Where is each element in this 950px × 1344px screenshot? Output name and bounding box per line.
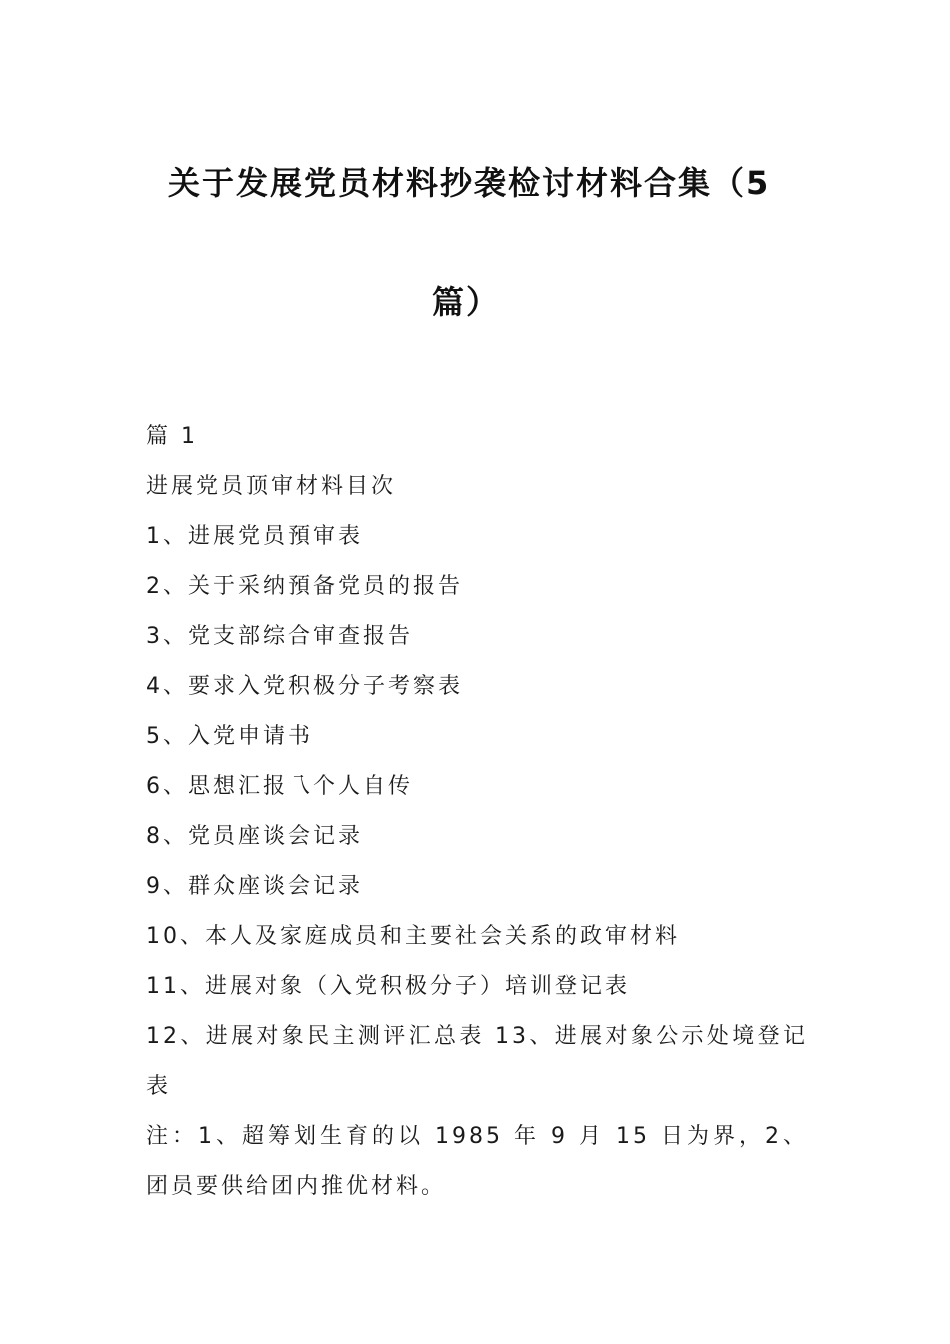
- list-item: 4、要求入党积极分子考察表: [146, 674, 463, 699]
- list-title: 进展党员顶审材料目次: [146, 474, 397, 499]
- list-item: 11、进展对象（入党积极分子）培训登记表: [146, 974, 630, 999]
- document-title-line-1: 关于发展党员材料抄袭检讨材料合集（5: [168, 164, 771, 202]
- list-item: 9、群众座谈会记录: [146, 874, 363, 899]
- list-item: 8、党员座谈会记录: [146, 824, 363, 849]
- list-item: 10、本人及家庭成员和主要社会关系的政审材料: [146, 924, 680, 949]
- list-item: 3、党支部综合审查报告: [146, 624, 413, 649]
- section-heading: 篇 1: [146, 424, 198, 449]
- note-paragraph: 注：1、超筹划生育的以 1985 年 9 月 15 日为界，2、团员要供给团内推优材料。: [146, 1124, 808, 1199]
- document-title-line-2: 篇）: [431, 283, 500, 321]
- list-item: 12、进展对象民主测评汇总表 13、进展对象公示处境登记表: [146, 1024, 808, 1099]
- list-item: 2、关于采纳預备党员的报告: [146, 574, 463, 599]
- list-item: 6、思想汇报乁个人自传: [146, 774, 413, 799]
- document-body: [146, 412, 808, 1212]
- list-item: 1、进展党员預审表: [146, 524, 363, 549]
- list-item: 5、入党申请书: [146, 724, 313, 749]
